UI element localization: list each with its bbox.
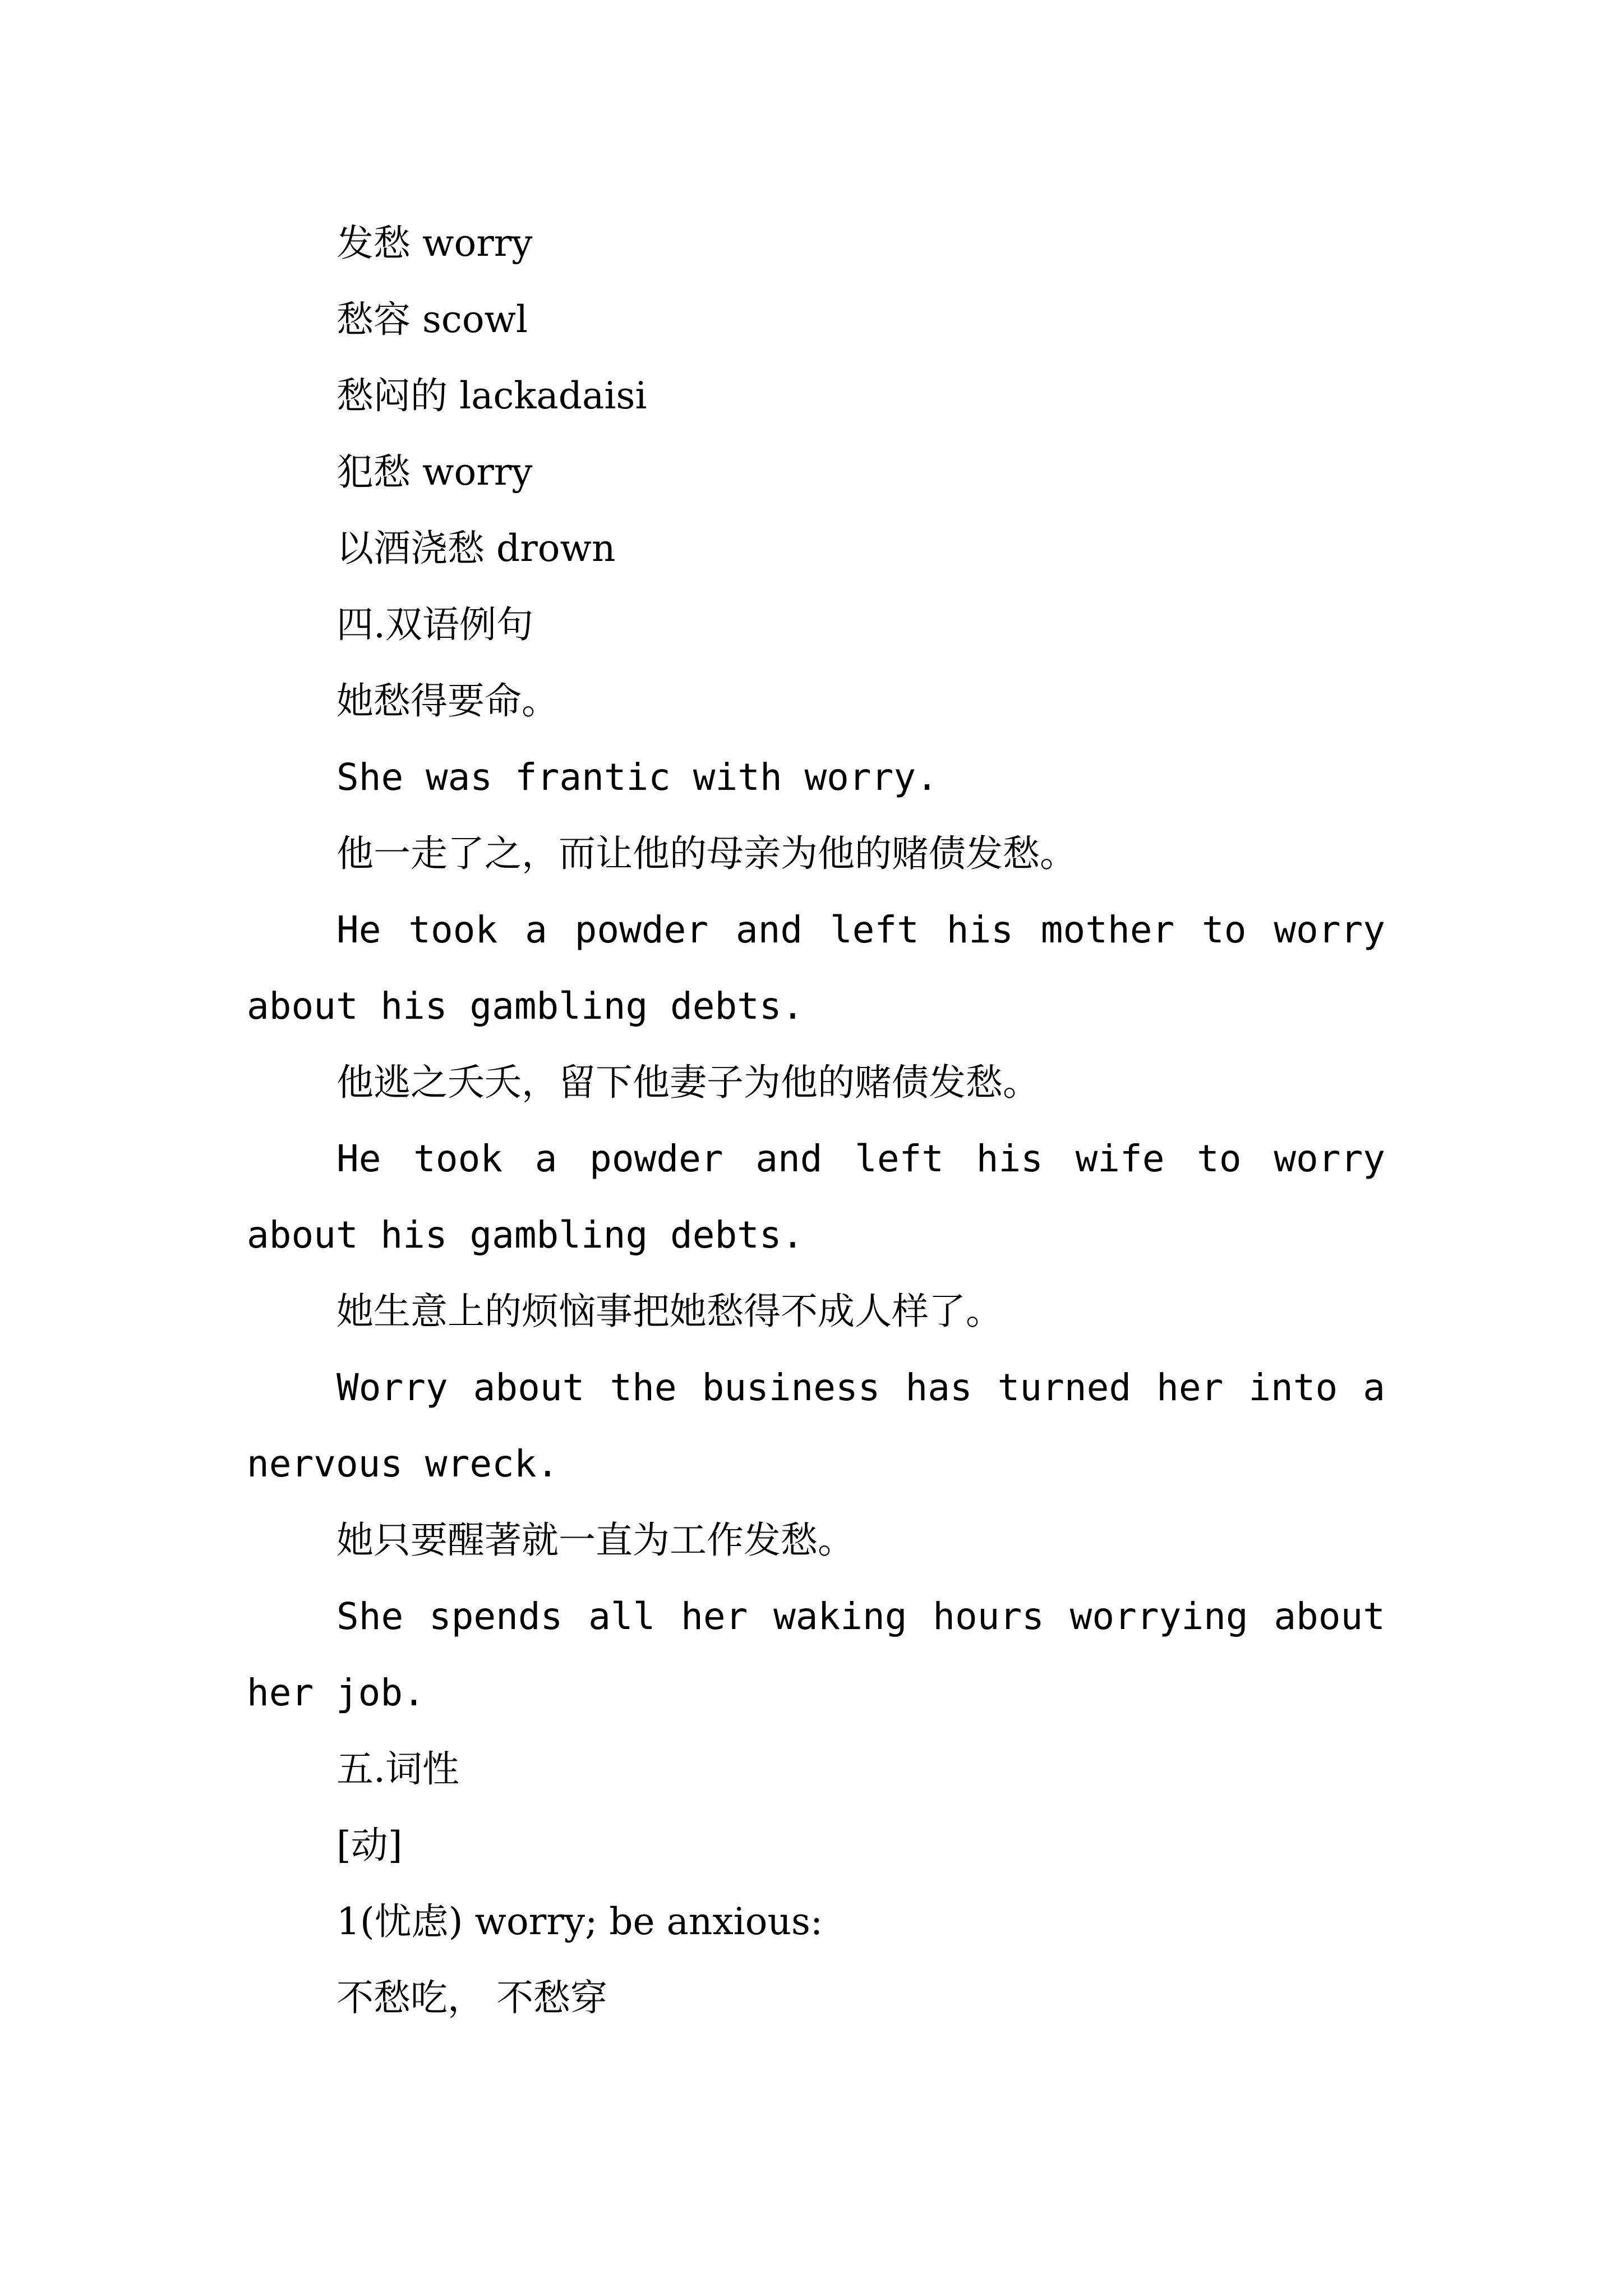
text-line: She was frantic with worry. [336,756,938,799]
text-line: 以酒浇愁 drown [336,527,616,570]
text-line: He took a powder and left his wife to worry [336,1137,1385,1180]
text-line: He took a powder and left his mother to worry [336,908,1385,951]
text-line: 发愁 worry [336,222,533,265]
section-heading: 五.词性 [336,1747,459,1791]
text-line: 不愁吃， 不愁穿 [336,1976,607,2019]
text-line: 他逃之夭夭，留下他妻子为他的赌债发愁。 [336,1061,1040,1104]
text-line: 他一走了之，而让他的母亲为他的赌债发愁。 [336,832,1077,875]
text-line: about his gambling debts. [247,984,804,1028]
text-line: about his gambling debts. [247,1213,804,1257]
text-line: [动] [336,1824,403,1867]
text-line: 愁容 scowl [336,298,528,341]
text-line: 愁闷的 lackadaisi [336,374,647,417]
text-line: 犯愁 worry [336,450,533,494]
text-line: Worry about the business has turned her into a [336,1366,1385,1409]
text-line: her job. [247,1671,425,1714]
text-line: 她愁得要命。 [336,679,559,723]
text-line: 她生意上的烦恼事把她愁得不成人样了。 [336,1290,1003,1333]
text-line: 她只要醒著就一直为工作发愁。 [336,1519,855,1562]
text-line: She spends all her waking hours worrying about [336,1595,1385,1638]
section-heading: 四.双语例句 [336,603,533,646]
text-line: 1(忧虑) worry; be anxious: [336,1900,823,1943]
text-line: nervous wreck. [247,1442,559,1485]
